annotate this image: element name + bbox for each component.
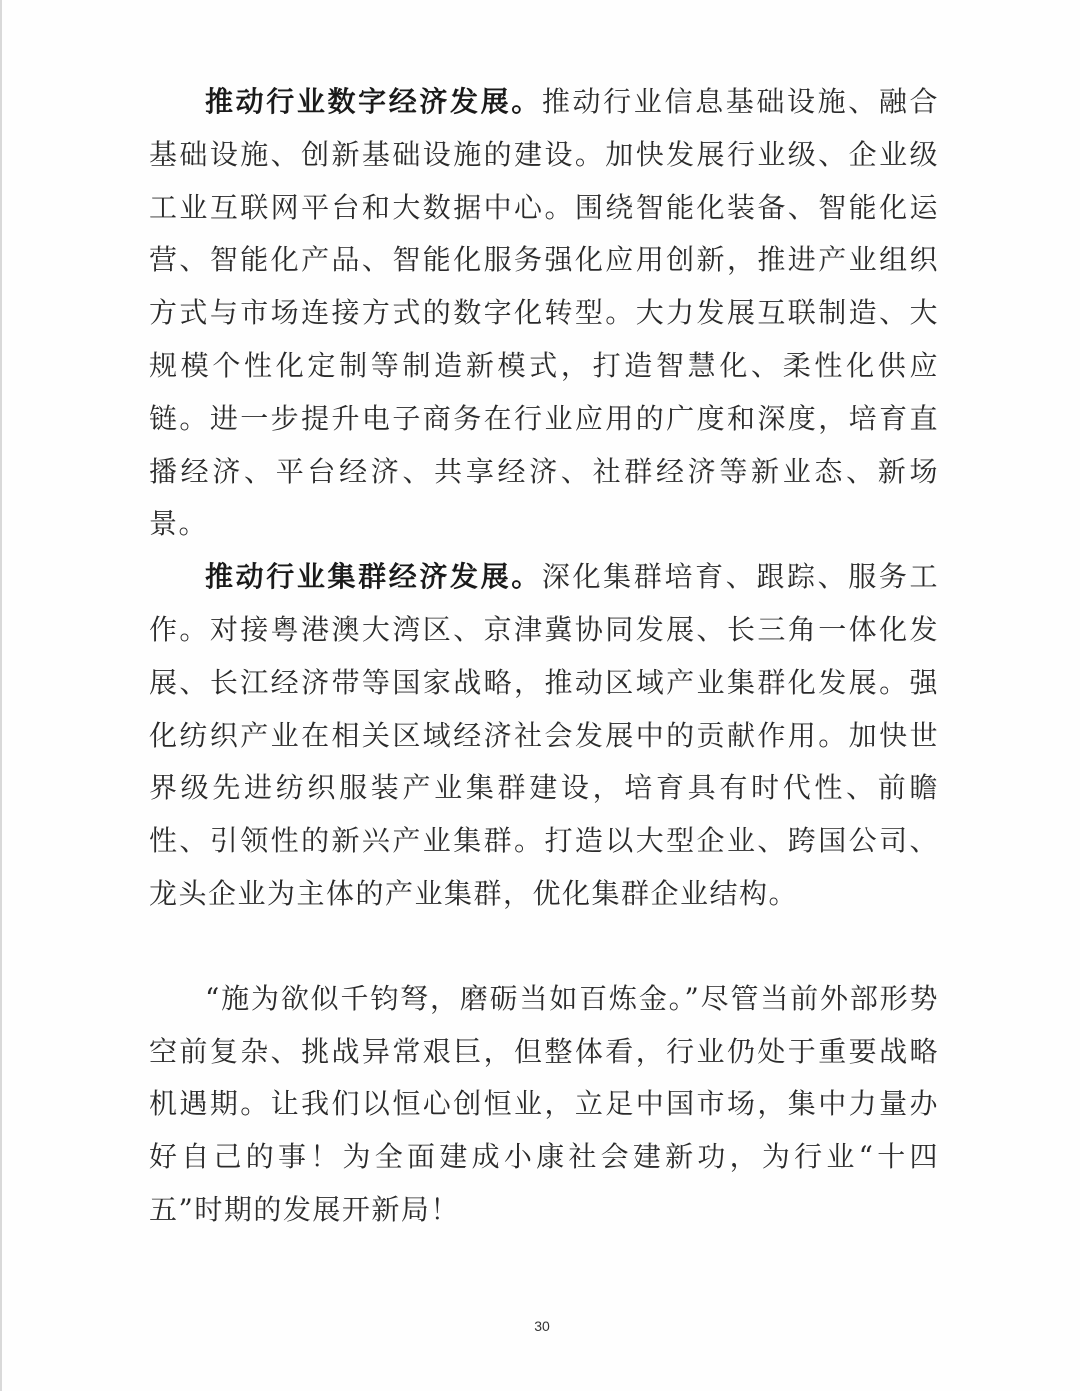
paragraph-conclusion [149,973,939,1237]
paragraph-heading: 推动行业数字经济发展。 [205,85,542,118]
paragraph-cluster-economy [149,551,939,921]
page-body [149,76,939,1237]
paragraph-text: 推动行业信息基础设施、融合基础设施、创新基础设施的建设。加快发展行业级、企业级工业互联网平台和大数据中心。围绕智能化装备、智能化运营、智能化产品、智能化服务强化应用创新，推进产业组织方式与市场连接方式的数字化转型。大力发展互联制造、大规模个性化定制等制造新模式，打造智慧化、柔性化供应链。进一步提升电子商务在行业应用的广度和深度，培育直播经济、平台经济、共享经济、社群经济等新业态、新场景。 [149,85,939,541]
paragraph-text: 深化集群培育、跟踪、服务工作。对接粤港澳大湾区、京津冀协同发展、长三角一体化发展、长江经济带等国家战略，推动区域产业集群化发展。强化纺织产业在相关区域经济社会发展中的贡献作用。加快世界级先进纺织服装产业集群建设，培育具有时代性、前瞻性、引领性的新兴产业集群。打造以大型企业、跨国公司、龙头企业为主体的产业集群，优化集群企业结构。 [149,560,939,910]
paragraph-digital-economy [149,76,939,551]
page-number: 30 [534,1318,550,1334]
paragraph-spacer [149,921,939,973]
paragraph-text: “施为欲似千钧弩，磨砺当如百炼金。”尽管当前外部形势空前复杂、挑战异常艰巨，但整体看，行业仍处于重要战略机遇期。让我们以恒心创恒业，立足中国市场，集中力量办好自己的事！为全面建成小康社会建新功，为行业“十四五”时期的发展开新局！ [149,981,939,1226]
paragraph-heading: 推动行业集群经济发展。 [205,560,542,594]
